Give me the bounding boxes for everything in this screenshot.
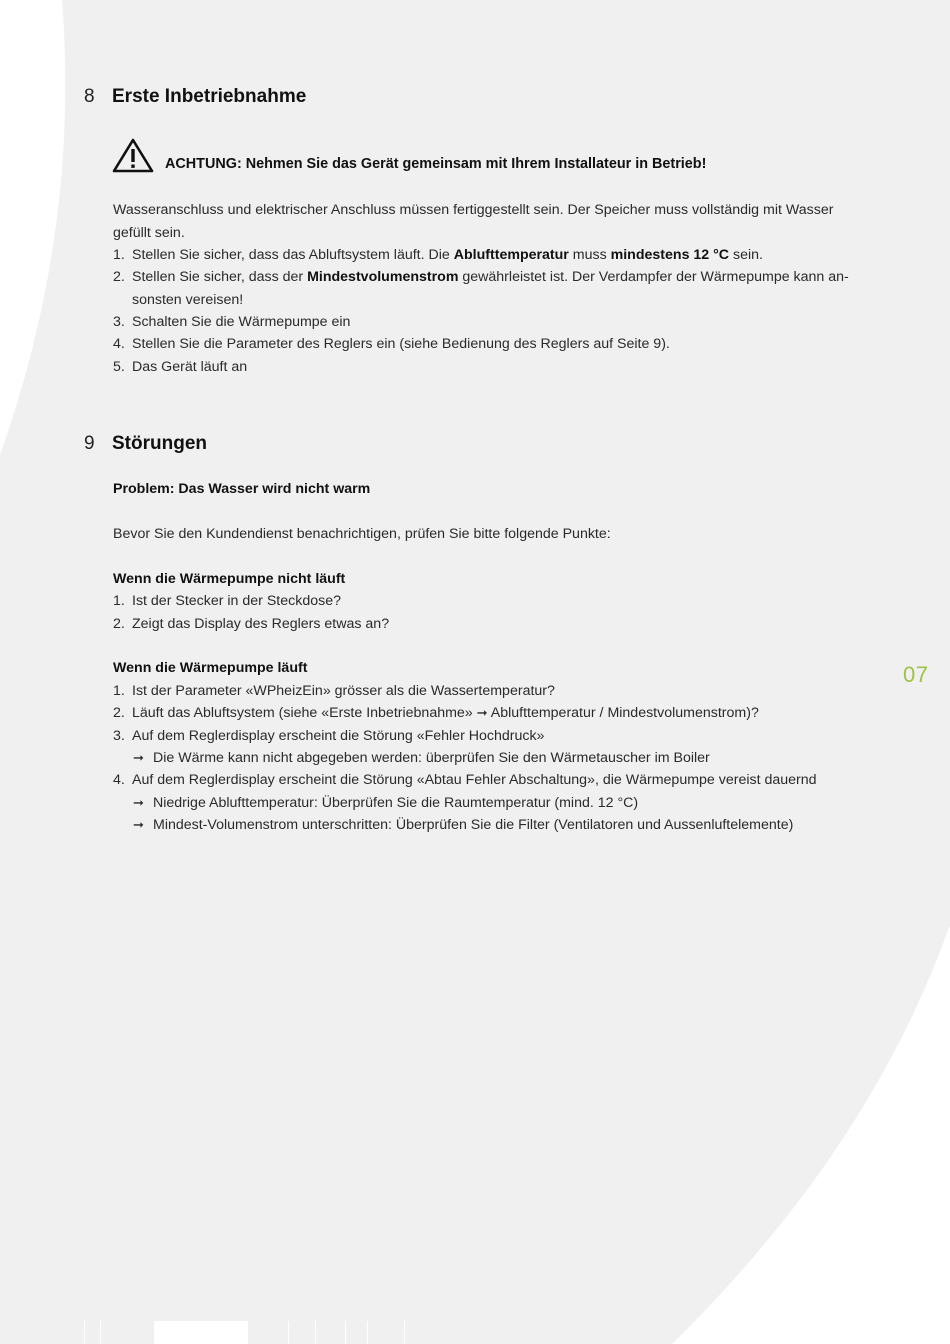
step-1-text-pre: Stellen Sie sicher, dass das Abluftsystem läuft. Die bbox=[132, 247, 454, 263]
step-1-bold-temperature: Ablufttemperatur bbox=[453, 247, 569, 263]
step-4 bbox=[113, 333, 670, 355]
step-1-number: 1. bbox=[113, 247, 125, 263]
step-1-bold-min: mindestens 12 °C bbox=[610, 247, 730, 263]
section-8-title: Erste Inbetriebnahme bbox=[112, 86, 307, 107]
group-2-item-3-text: Auf dem Reglerdisplay erscheint die Störung «Fehler Hochdruck» bbox=[132, 728, 545, 744]
step-3-number: 3. bbox=[113, 314, 125, 330]
group-1-item-2-number: 2. bbox=[113, 616, 125, 632]
step-5-text: Das Gerät läuft an bbox=[132, 359, 248, 375]
group-2-item-3 bbox=[113, 725, 544, 747]
group-2-item-3-sub bbox=[133, 747, 710, 769]
step-1-text-mid: muss bbox=[568, 247, 611, 263]
intro-line-1: Wasseranschluss und elektrischer Anschluss müssen fertiggestellt sein. Der Speicher muss vollständig mit Wasser bbox=[113, 202, 834, 218]
step-4-number: 4. bbox=[113, 336, 125, 352]
footer-divider bbox=[404, 1321, 405, 1344]
group-2-item-3-number: 3. bbox=[113, 728, 125, 744]
group-1-item-1-number: 1. bbox=[113, 593, 125, 609]
group-2-heading: Wenn die Wärmepumpe läuft bbox=[113, 660, 308, 676]
group-1-item-2-text: Zeigt das Display des Reglers etwas an? bbox=[132, 616, 390, 632]
step-2-line-2: sonsten vereisen! bbox=[132, 292, 244, 308]
group-1-item bbox=[113, 590, 341, 612]
step-2-text-post: gewährleistet ist. Der Verdampfer der Wärmepumpe kann an- bbox=[458, 269, 849, 285]
step-2 bbox=[113, 266, 849, 288]
problem-heading: Problem: Das Wasser wird nicht warm bbox=[113, 481, 371, 497]
section-9-title: Störungen bbox=[112, 433, 207, 454]
footer-divider bbox=[315, 1321, 316, 1344]
intro-line-2: gefüllt sein. bbox=[113, 225, 185, 241]
footer-divider bbox=[288, 1321, 289, 1344]
step-2-number: 2. bbox=[113, 269, 125, 285]
group-2-item-2-text-post: Ablufttemperatur / Mindestvolumenstrom)? bbox=[490, 705, 759, 721]
group-1-item bbox=[113, 613, 389, 635]
group-1-heading: Wenn die Wärmepumpe nicht läuft bbox=[113, 571, 346, 587]
step-1 bbox=[113, 244, 763, 266]
group-2-item-4-sub-1 bbox=[133, 792, 638, 814]
group-2-item-4-sub-2 bbox=[133, 814, 793, 836]
step-5-number: 5. bbox=[113, 359, 125, 375]
group-2-item-4-number: 4. bbox=[113, 772, 125, 788]
warning-text: ACHTUNG: Nehmen Sie das Gerät gemeinsam mit Ihrem Installateur in Betrieb! bbox=[165, 156, 707, 172]
step-3-text: Schalten Sie die Wärmepumpe ein bbox=[132, 314, 351, 330]
group-2-item-1 bbox=[113, 680, 555, 702]
section-9-number: 9 bbox=[84, 433, 95, 454]
step-3 bbox=[113, 311, 350, 333]
group-2-item-4 bbox=[113, 769, 817, 791]
arrow-icon: ➞ bbox=[476, 705, 488, 720]
step-4-text: Stellen Sie die Parameter des Reglers ein (siehe Bedienung des Reglers auf Seite 9). bbox=[132, 336, 670, 352]
section-8-number: 8 bbox=[84, 86, 95, 107]
step-1-text-post: sein. bbox=[729, 247, 763, 263]
page-number: 07 bbox=[903, 662, 929, 687]
group-2-item-2 bbox=[113, 702, 759, 724]
step-5 bbox=[113, 356, 247, 378]
arrow-icon: ➞ bbox=[133, 750, 144, 765]
group-2-item-1-number: 1. bbox=[113, 683, 125, 699]
group-1-item-1-text: Ist der Stecker in der Steckdose? bbox=[132, 593, 341, 609]
footer-divider bbox=[367, 1321, 368, 1344]
footer-divider bbox=[345, 1321, 346, 1344]
group-2-item-2-text-pre: Läuft das Abluftsystem (siehe «Erste Inbetriebnahme» bbox=[132, 705, 473, 721]
group-2-item-4-sub-1-text: Niedrige Ablufttemperatur: Überprüfen Sie die Raumtemperatur (mind. 12 °C) bbox=[153, 795, 639, 811]
step-2-bold: Mindestvolumenstrom bbox=[307, 269, 459, 285]
warning-icon bbox=[112, 138, 154, 174]
group-2-item-2-number: 2. bbox=[113, 705, 125, 721]
footer-bar bbox=[154, 1321, 248, 1344]
group-2-item-1-text: Ist der Parameter «WPheizEin» grösser als die Wassertemperatur? bbox=[132, 683, 555, 699]
arrow-icon: ➞ bbox=[133, 817, 144, 832]
footer-divider bbox=[100, 1321, 101, 1344]
step-2-text-pre: Stellen Sie sicher, dass der bbox=[132, 269, 308, 285]
group-2-item-3-sub-text: Die Wärme kann nicht abgegeben werden: überprüfen Sie den Wärmetauscher im Boiler bbox=[153, 750, 710, 766]
group-2-item-4-text: Auf dem Reglerdisplay erscheint die Störung «Abtau Fehler Abschaltung», die Wärmepumpe vereist dauernd bbox=[132, 772, 817, 788]
problem-intro: Bevor Sie den Kundendienst benachrichtigen, prüfen Sie bitte folgende Punkte: bbox=[113, 526, 611, 542]
arrow-icon: ➞ bbox=[133, 795, 144, 810]
footer-divider bbox=[84, 1321, 85, 1344]
group-2-item-4-sub-2-text: Mindest-Volumenstrom unterschritten: Überprüfen Sie die Filter (Ventilatoren und Aussenluftelemente) bbox=[153, 817, 794, 833]
